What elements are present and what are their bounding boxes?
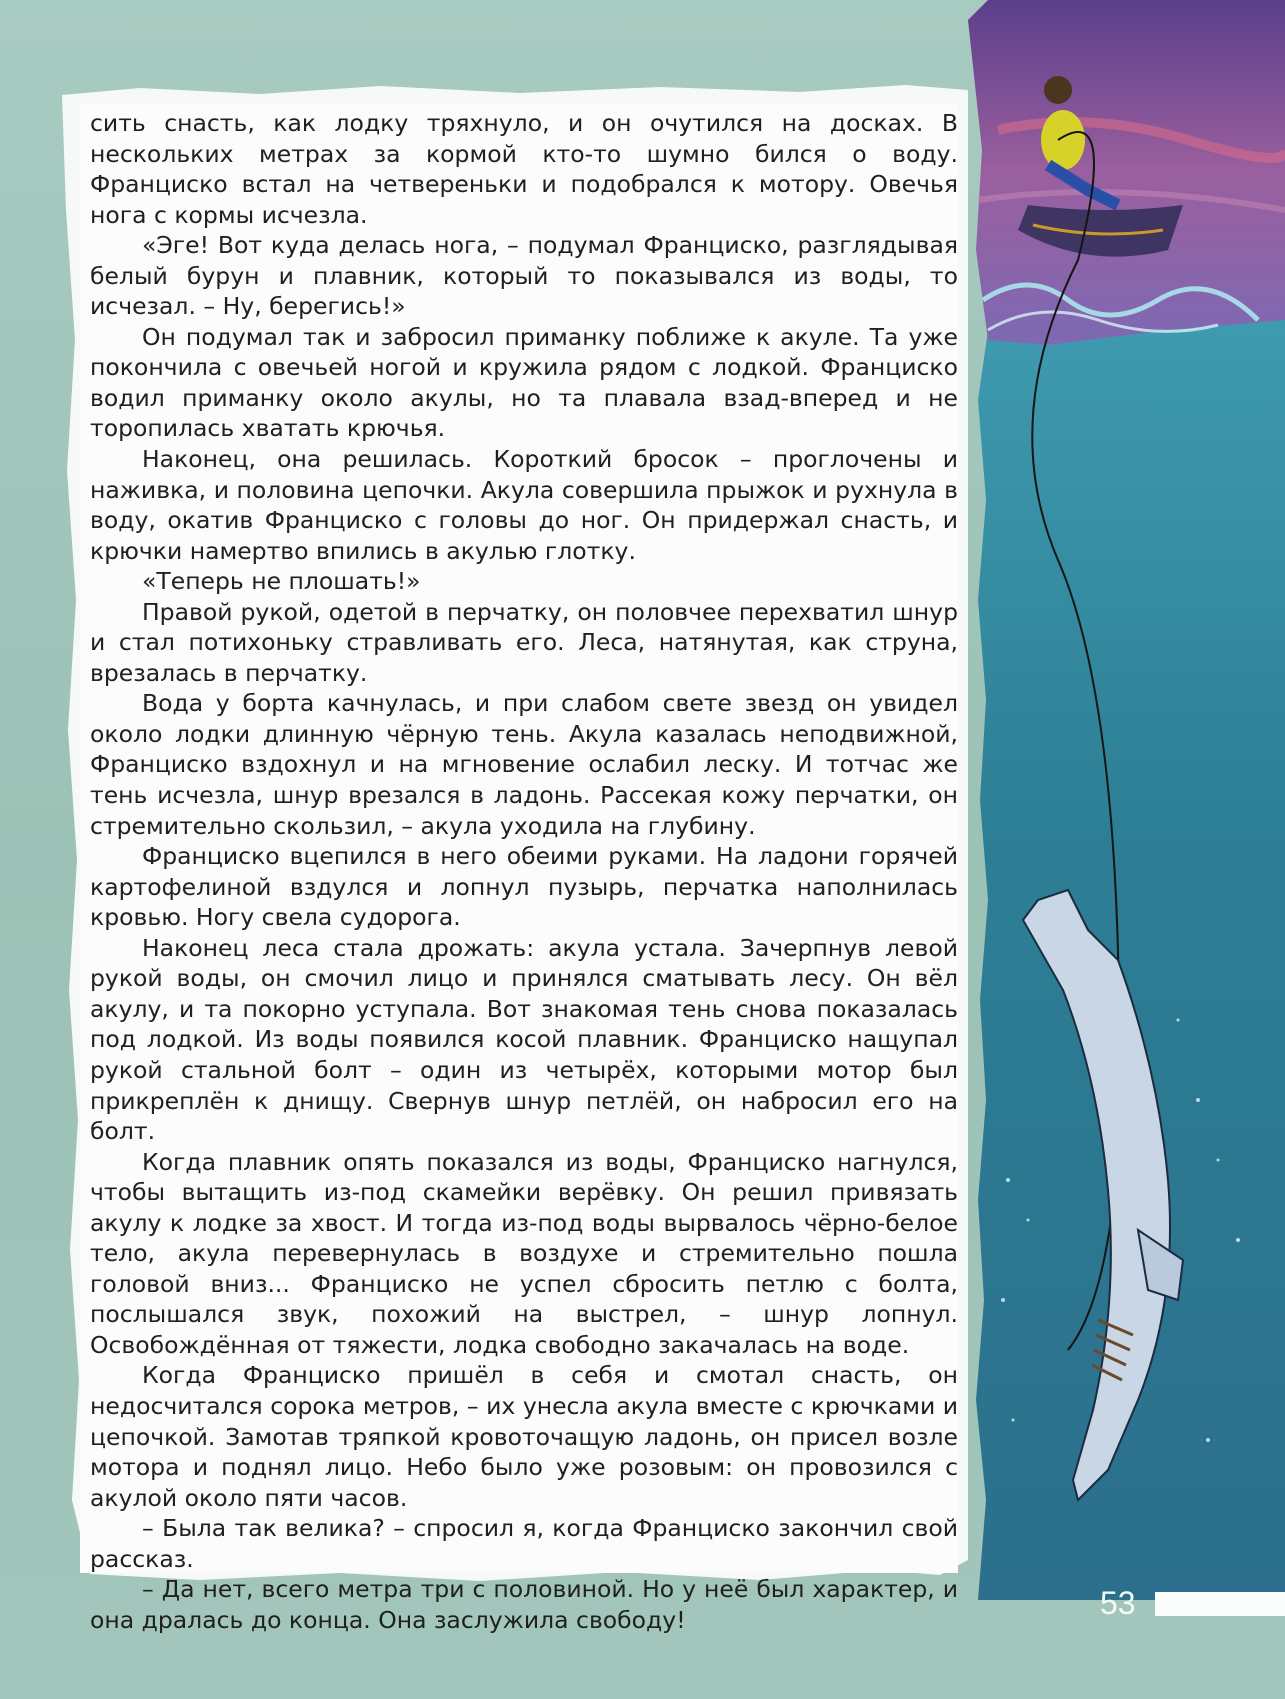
paragraph: Когда Франциско пришёл в себя и смотал снасть, он недосчитался сорока метров, – их унесла акула вместе с крючками и цепочкой. Замотав тряпкой кровоточащую ладонь, он присел возле мотора и поднял лицо. Небо было уже розовым: он провозился с акулой около пяти часов. xyxy=(90,1361,958,1512)
paragraph: сить снасть, как лодку тряхнуло, и он очутился на досках. В нескольких метрах за кормой кто-то шумно бился о воду. Франциско встал на четвереньки и подобрался к мотору. Овечья нога с кормы исчезла. xyxy=(90,109,958,229)
paragraph: «Теперь не плошать!» xyxy=(142,567,421,596)
fisherman-head xyxy=(1044,76,1072,104)
paragraph: Вода у борта качнулась, и при слабом свете звезд он увидел около лодки длинную чёрную тень. Акула казалась неподвижной, Франциско вздохнул и на мгновение ослабил леску. И тотчас же тень исчезла, шнур врезался в ладонь. Рассекая кожу перчатки, он стремительно скользил, – акула уходила на глубину. xyxy=(90,689,958,840)
paragraph: Когда плавник опять показался из воды, Франциско нагнулся, чтобы вытащить из-под скамейки верёвку. Он решил привязать акулу к лодке за хвост. И тогда из-под воды вырвалось чёрно-белое тело, акула перевернулась в воздухе и стремительно пошла головой вниз... Франциско не успел сбросить петлю с болта, послышался звук, похожий на выстрел, – шнур лопнул. Освобождённая от тяжести, лодка свободно закачалась на воде. xyxy=(90,1147,958,1359)
fisherman-shark-illustration xyxy=(968,0,1285,1600)
paragraph: Наконец леса стала дрожать: акула устала. Зачерпнув левой рукой воды, он смочил лицо и принялся сматывать лесу. Он вёл акулу, и та покорно уступала. Вот знакомая тень снова показалась под лодкой. Из воды появился косой плавник. Франциско нащупал рукой стальной болт – один из четырёх, которыми мотор был прикреплён к днищу. Свернув шнур петлёй, он набросил его на болт. xyxy=(90,933,958,1146)
paragraph: Наконец, она решилась. Короткий бросок – проглочены и наживка, и половина цепочки. Акула совершила прыжок и рухнула в воду, окатив Франциско с головы до ног. Он придержал снасть, и крючки намертво впились в акулью глотку. xyxy=(90,445,958,565)
fisherman-body xyxy=(1041,110,1085,170)
paragraph: – Да нет, всего метра три с половиной. Но у неё был характер, и она дралась до конца. Она заслужила свободу! xyxy=(90,1575,958,1634)
page-number: 53 xyxy=(1100,1585,1136,1621)
paragraph: – Была так велика? – спросил я, когда Франциско закончил свой рассказ. xyxy=(90,1514,958,1573)
paragraph: Франциско вцепился в него обеими руками. На ладони горячей картофелиной вздулся и лопнул пузырь, перчатка наполнилась кровью. Ногу свела судорога. xyxy=(90,842,958,932)
paragraph: Он подумал так и забросил приманку поближе к акуле. Та уже покончила с овечьей ногой и кружила рядом с лодкой. Франциско водил приманку около акулы, но та плавала взад-вперед и не торопилась хватать крючья. xyxy=(90,322,958,443)
paragraph: «Эге! Вот куда делась нога, – подумал Франциско, разглядывая белый бурун и плавник, который то показывался из воды, то исчезал. – Ну, берегись!» xyxy=(90,231,958,321)
sky-panel xyxy=(968,0,1285,345)
paragraph: Правой рукой, одетой в перчатку, он половчее перехватил шнур и стал потихоньку стравливать его. Леса, натянутая, как струна, врезалась в перчатку. xyxy=(90,597,958,687)
article-text xyxy=(90,108,958,1635)
page-number-bar xyxy=(1155,1592,1285,1616)
